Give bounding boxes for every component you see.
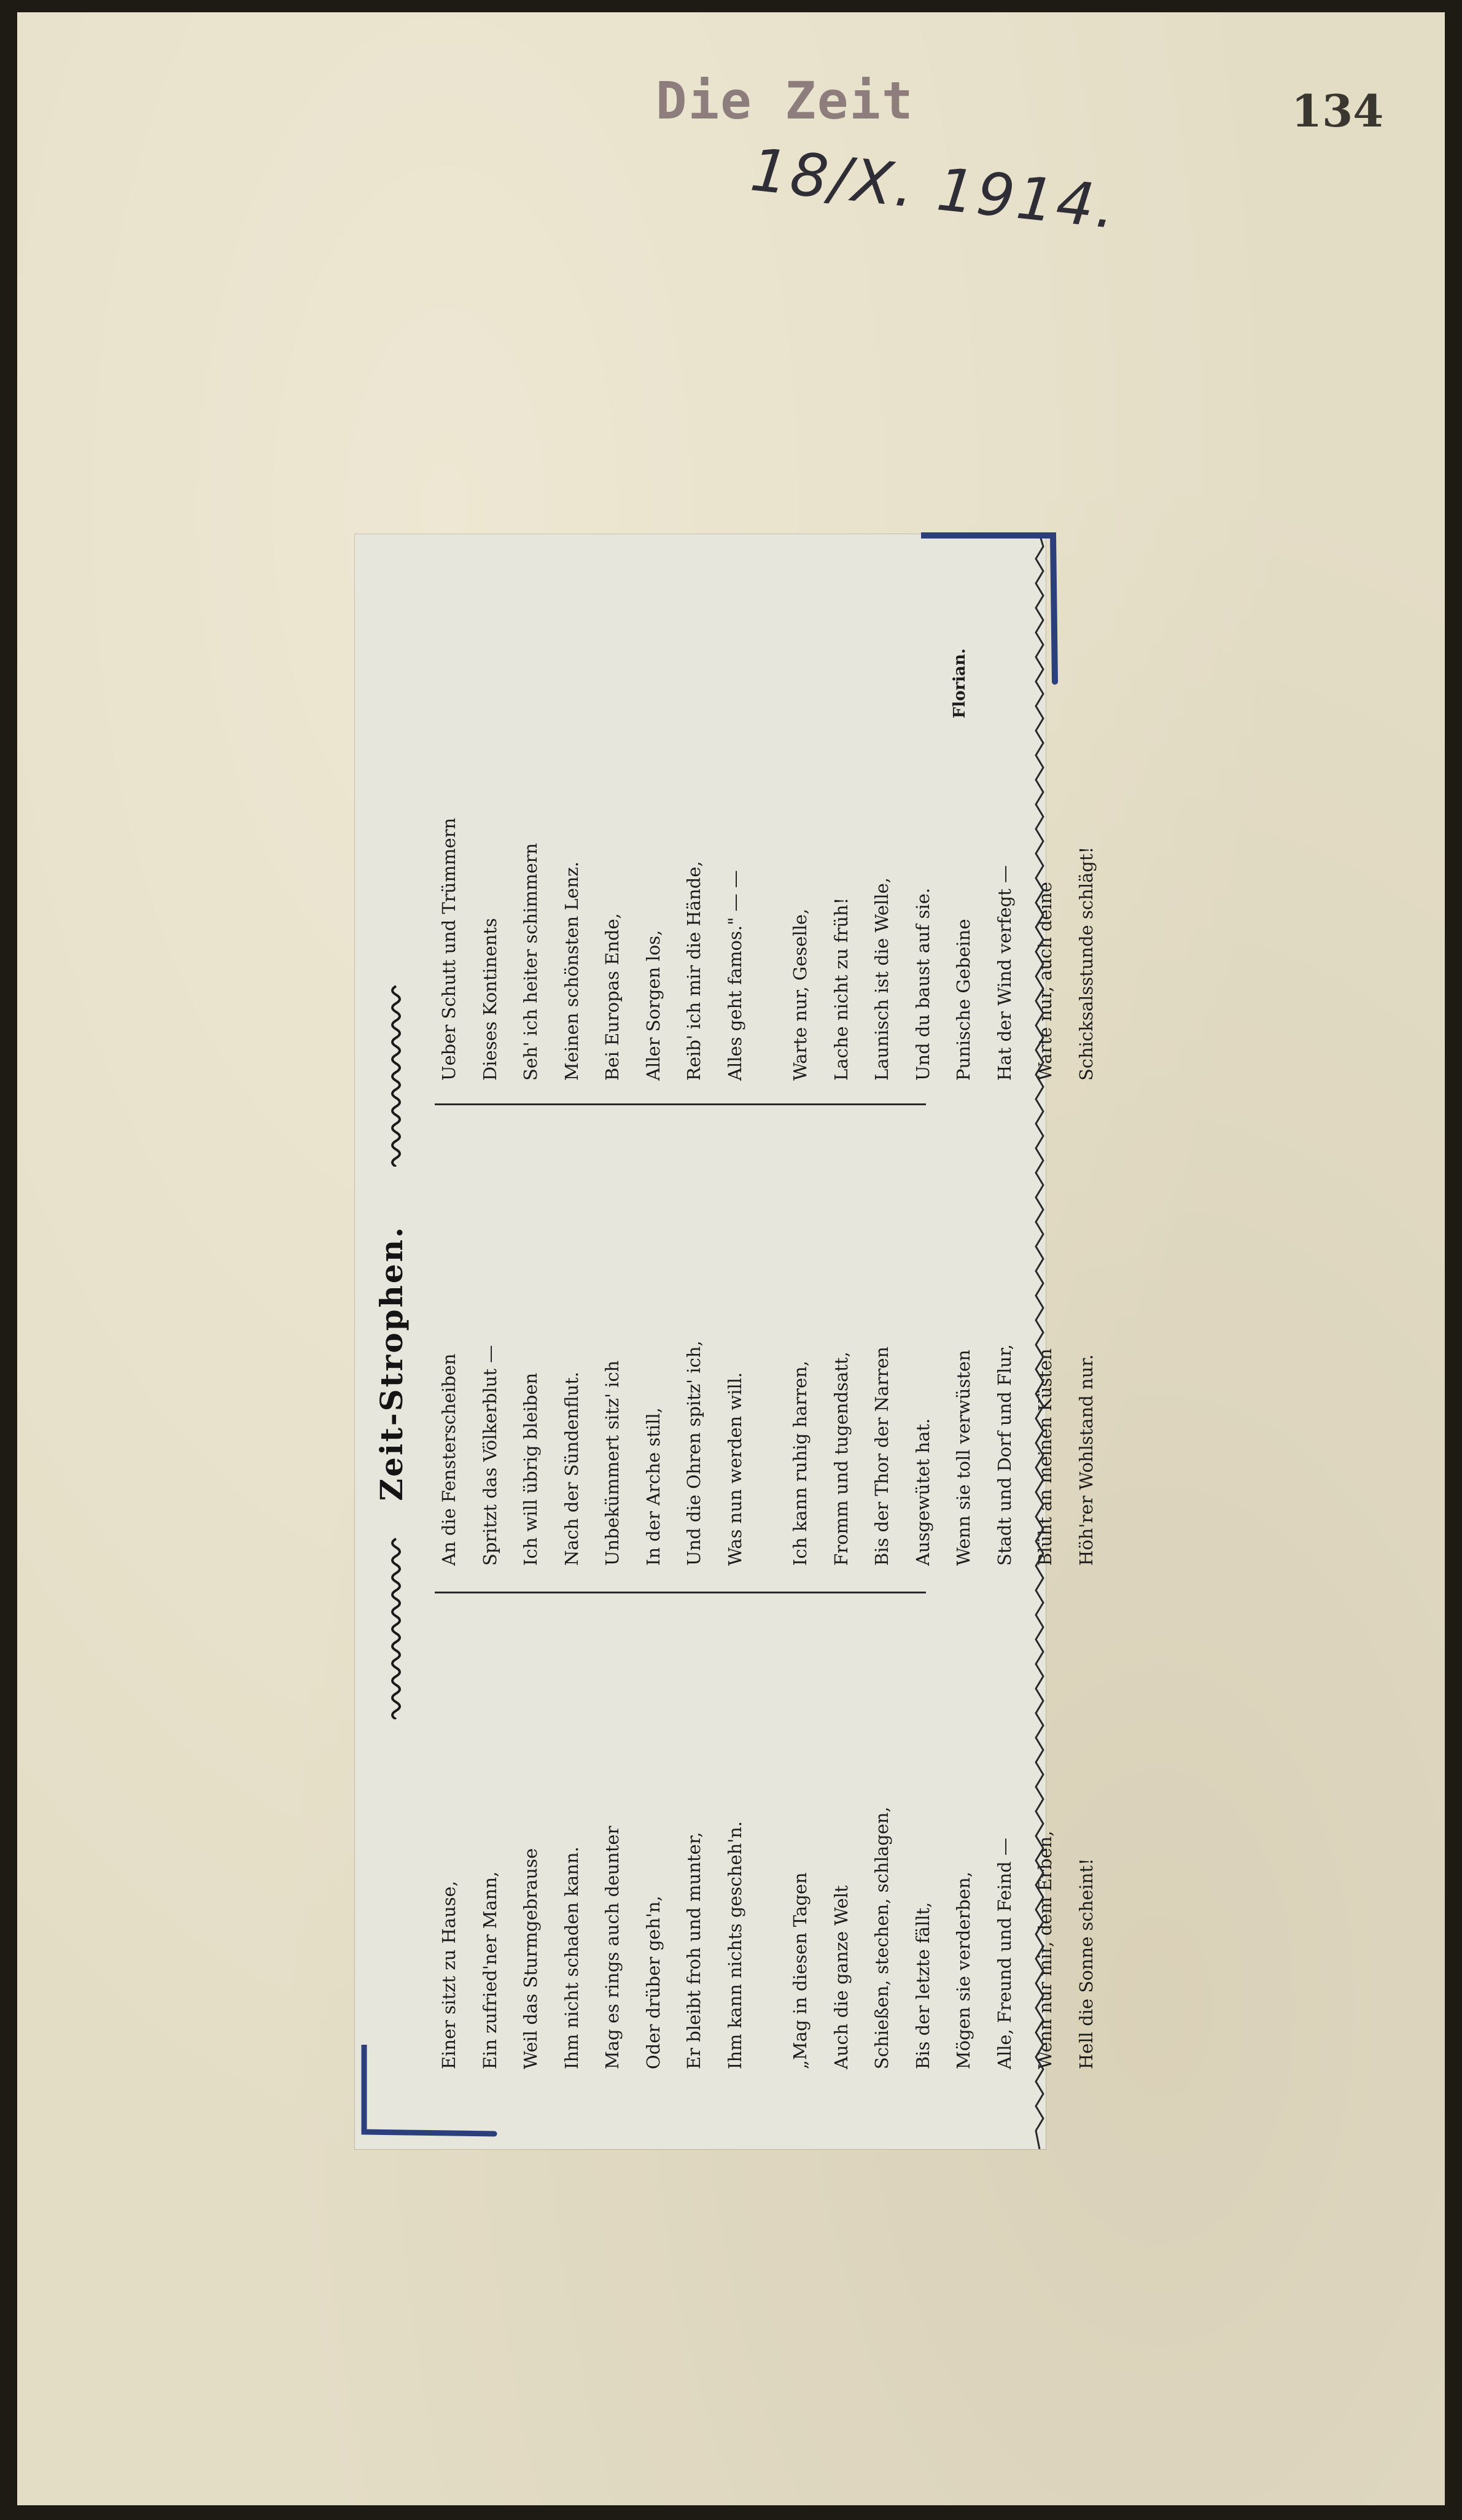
verse-line: Ihm nicht schaden kann.: [561, 1846, 582, 2069]
stanza: [429, 1099, 755, 1566]
blue-corner-mark-bottom-left: [359, 2045, 500, 2143]
blue-corner-mark-top-right: [921, 528, 1068, 688]
verse-line: Er bleibt froh und munter,: [683, 1832, 704, 2069]
verse-line: Bis der Thor der Narren: [871, 1346, 892, 1566]
verse-line: Unbekümmert sitz' ich: [602, 1360, 623, 1566]
verse-line: Mag es rings auch deunter: [602, 1826, 623, 2069]
verse-line: Und die Ohren spitz' ich,: [683, 1340, 704, 1566]
verse-line: Weil das Sturmgebrause: [520, 1848, 541, 2069]
verse-line: Blüht an meinen Küsten: [1035, 1348, 1056, 1566]
verse-line: Was nun werden will.: [724, 1372, 745, 1566]
stanza: [780, 1603, 1106, 2069]
verse-line: Warte nur, Geselle,: [790, 908, 811, 1081]
verse-line: Bis der letzte fällt,: [912, 1902, 933, 2069]
verse-line: Aller Sorgen los,: [642, 930, 664, 1081]
verse-line: Höh'rer Wohlstand nur.: [1075, 1354, 1097, 1566]
verse-line: In der Arche still,: [642, 1407, 664, 1566]
verse-line: Ueber Schutt und Trümmern: [438, 817, 459, 1081]
verse-line: Hat der Wind verfegt —: [993, 865, 1015, 1081]
stanza: [429, 614, 755, 1081]
verse-line: Lache nicht zu früh!: [830, 897, 852, 1081]
column-divider: [435, 1592, 926, 1593]
verse-line: Reib' ich mir die Hände,: [683, 861, 704, 1081]
verse-line: Stadt und Dorf und Flur,: [993, 1344, 1015, 1566]
verse-line: Nach der Sündenflut.: [561, 1371, 582, 1566]
verse-line: Punische Gebeine: [953, 919, 974, 1081]
verse-line: Bei Europas Ende,: [602, 913, 623, 1081]
verse-line: Wenn sie toll verwüsten: [953, 1350, 974, 1566]
stanza: [780, 1099, 1106, 1566]
handwritten-date: 18/X. 1914.: [747, 135, 1121, 243]
verse-line: Ausgewütet hat.: [912, 1418, 933, 1566]
poem-column-2: [429, 1099, 1131, 1566]
author-signature: Florian.: [951, 648, 969, 718]
poem-column-1: [429, 1603, 1131, 2069]
newspaper-clipping: [355, 534, 1097, 2149]
verse-line: Einer sitzt zu Hause,: [438, 1880, 459, 2069]
verse-line: Oder drüber geh'n,: [642, 1896, 664, 2069]
verse-line: Launisch ist die Welle,: [871, 877, 892, 1081]
verse-line: Auch die ganze Welt: [830, 1885, 852, 2069]
page-number: 134: [1291, 85, 1384, 137]
verse-line: Ein zufried'ner Mann,: [479, 1871, 500, 2069]
verse-line: Spritzt das Völkerblut —: [479, 1345, 500, 1566]
verse-line: Und du baust auf sie.: [912, 887, 933, 1081]
verse-line: Hell die Sonne scheint!: [1075, 1858, 1097, 2069]
verse-line: Fromm und tugendsatt,: [830, 1351, 852, 1566]
stanza: [429, 1603, 755, 2069]
title-row: [373, 534, 429, 2149]
verse-line: Wenn nur mir, dem Erben,: [1035, 1830, 1056, 2069]
verse-line: An die Fensterscheiben: [438, 1353, 459, 1566]
clipping-content: [355, 534, 1097, 2149]
newspaper-stamp: Die Zeit: [656, 71, 914, 131]
verse-line: Alle, Freund und Feind —: [993, 1838, 1015, 2069]
verse-line: Seh' ich heiter schimmern: [520, 842, 541, 1081]
verse-line: Warte nur, auch deine: [1035, 882, 1056, 1081]
verse-line: Ihm kann nichts gescheh'n.: [724, 1821, 745, 2069]
verse-line: Mögen sie verderben,: [953, 1872, 974, 2069]
torn-edge: [1033, 534, 1046, 2149]
verse-line: „Mag in diesen Tagen: [790, 1872, 811, 2069]
verse-line: Meinen schönsten Lenz.: [561, 861, 582, 1081]
column-divider: [435, 1103, 926, 1105]
verse-line: Ich kann ruhig harren,: [790, 1360, 811, 1566]
verse-line: Ich will übrig bleiben: [520, 1372, 541, 1566]
wavy-ornament-right: [387, 982, 405, 1167]
verse-line: Schießen, stechen, schlagen,: [871, 1806, 892, 2069]
verse-line: Dieses Kontinents: [479, 918, 500, 1081]
verse-line: Schicksalsstunde schlägt!: [1075, 846, 1097, 1081]
verse-line: Alles geht famos." — —: [724, 870, 745, 1081]
poem-title: Zeit-Strophen.: [373, 1225, 410, 1501]
wavy-ornament-left: [387, 1535, 405, 1719]
